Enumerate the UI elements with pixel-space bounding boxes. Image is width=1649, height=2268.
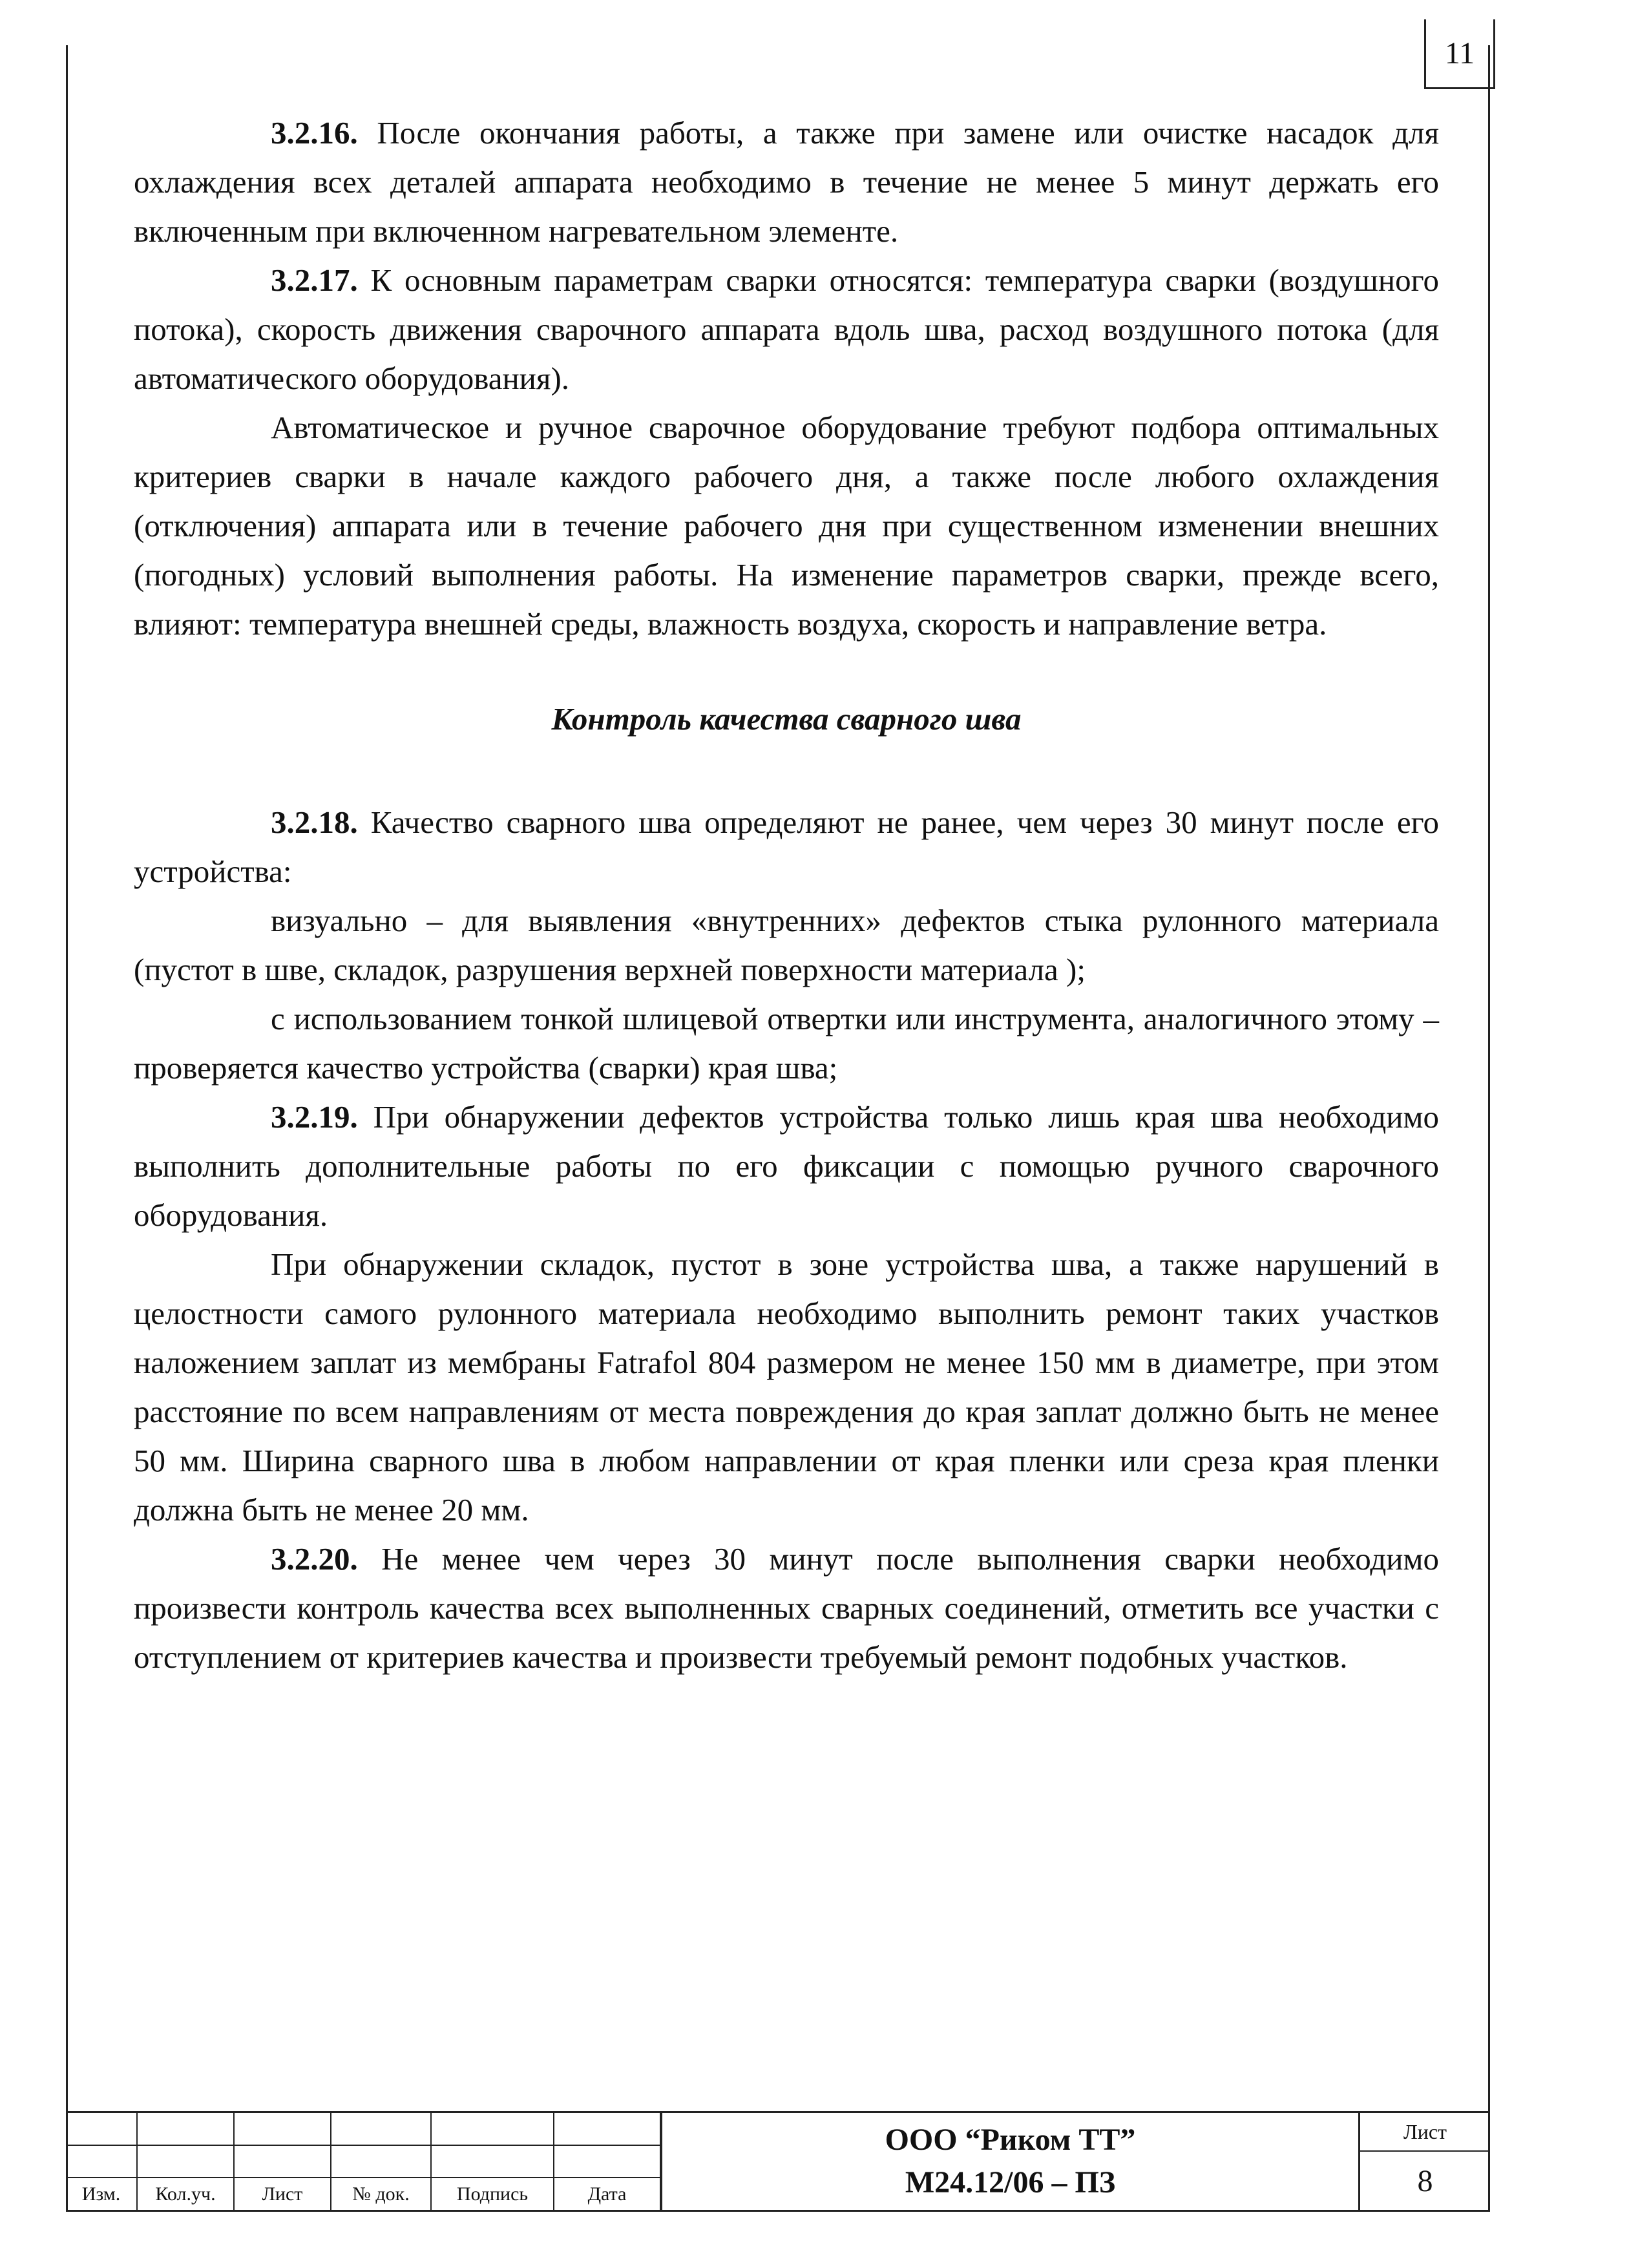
column-header: Изм. [66, 2178, 137, 2210]
clause-number: 3.2.17. [271, 262, 358, 298]
clause-number: 3.2.20. [271, 1541, 358, 1577]
clause-number: 3.2.19. [271, 1099, 358, 1135]
sheet-number: 8 [1417, 2163, 1433, 2198]
paragraph-text: При обнаружении дефектов устройства только лишь края шва необходимо выполнить дополнительные работы по его фиксации с помощью ручного сварочного оборудования. [134, 1099, 1439, 1233]
paragraph-text: визуально – для выявления «внутренних» дефектов стыка рулонного материала (пустот в шве, складок, разрушения верхней поверхности материала ); [134, 903, 1439, 987]
page-number-box [1424, 19, 1495, 89]
paragraph-3-2-20 [134, 1535, 1439, 1682]
paragraph-visual-check [134, 896, 1439, 994]
document-body [134, 109, 1439, 1682]
company-name: ООО “Риком ТТ” [885, 2123, 1136, 2157]
paragraph-screwdriver-check [134, 994, 1439, 1093]
paragraph-text: После окончания работы, а также при замене или очистке насадок для охлаждения всех деталей аппарата необходимо в течение не менее 5 минут держать его включенным при включенном нагревательном элементе. [134, 115, 1439, 249]
sheet-label: Лист [1360, 2113, 1490, 2152]
column-header: Кол.уч. [137, 2178, 234, 2210]
table-header-row [66, 2178, 660, 2210]
revision-table [66, 2113, 661, 2210]
paragraph-3-2-18 [134, 798, 1439, 896]
document-code: М24.12/06 – ПЗ [905, 2165, 1116, 2200]
title-block [66, 2111, 1490, 2210]
column-header: Дата [554, 2178, 660, 2210]
section-heading: Контроль качества сварного шва [551, 701, 1022, 737]
column-header: Лист [234, 2178, 331, 2210]
paragraph-text: Качество сварного шва определяют не ранее, чем через 30 минут после его устройства: [134, 804, 1439, 889]
page-number: 11 [1444, 36, 1475, 70]
table-row [66, 2145, 660, 2178]
paragraph-parameters [134, 403, 1439, 649]
clause-number: 3.2.18. [271, 804, 358, 840]
document-designation [660, 2113, 1358, 2210]
paragraph-3-2-16 [134, 109, 1439, 256]
sheet-cell [1358, 2113, 1490, 2210]
clause-number: 3.2.16. [271, 115, 358, 151]
paragraph-text: Автоматическое и ручное сварочное оборудование требуют подбора оптимальных критериев сварки в начале каждого рабочего дня, а также после любого охлаждения (отключения) аппарата или в течение рабочего дня при существенном изменении внешних (погодных) условий выполнения работы. На изменение параметров сварки, прежде всего, влияют: температура внешней среды, влажность воздуха, скорость и направление ветра. [134, 410, 1439, 642]
table-row [66, 2113, 660, 2145]
column-header: Подпись [431, 2178, 554, 2210]
paragraph-text: Не менее чем через 30 минут после выполнения сварки необходимо произвести контроль качества всех выполненных сварных соединений, отметить все участки с отступлением от критериев качества и произвести требуемый ремонт подобных участков. [134, 1541, 1439, 1675]
paragraph-text: При обнаружении складок, пустот в зоне устройства шва, а также нарушений в целостности самого рулонного материала необходимо выполнить ремонт таких участков наложением заплат из мембраны Fatrafol 804 размером не менее 150 мм в диаметре, при этом расстояние по всем направлениям от места повреждения до края заплат должно быть не менее 50 мм. Ширина сварного шва в любом направлении от края пленки или среза края пленки должна быть не менее 20 мм. [134, 1246, 1439, 1528]
paragraph-3-2-17 [134, 256, 1439, 403]
paragraph-text: с использованием тонкой шлицевой отвертки или инструмента, аналогичного этому – проверяется качество устройства (сварки) края шва; [134, 1001, 1439, 1086]
paragraph-text: К основным параметрам сварки относятся: температура сварки (воздушного потока), скорость движения сварочного аппарата вдоль шва, расход воздушного потока (для автоматического оборудования). [134, 262, 1439, 396]
paragraph-repair [134, 1240, 1439, 1535]
column-header: № док. [331, 2178, 431, 2210]
paragraph-3-2-19 [134, 1093, 1439, 1240]
